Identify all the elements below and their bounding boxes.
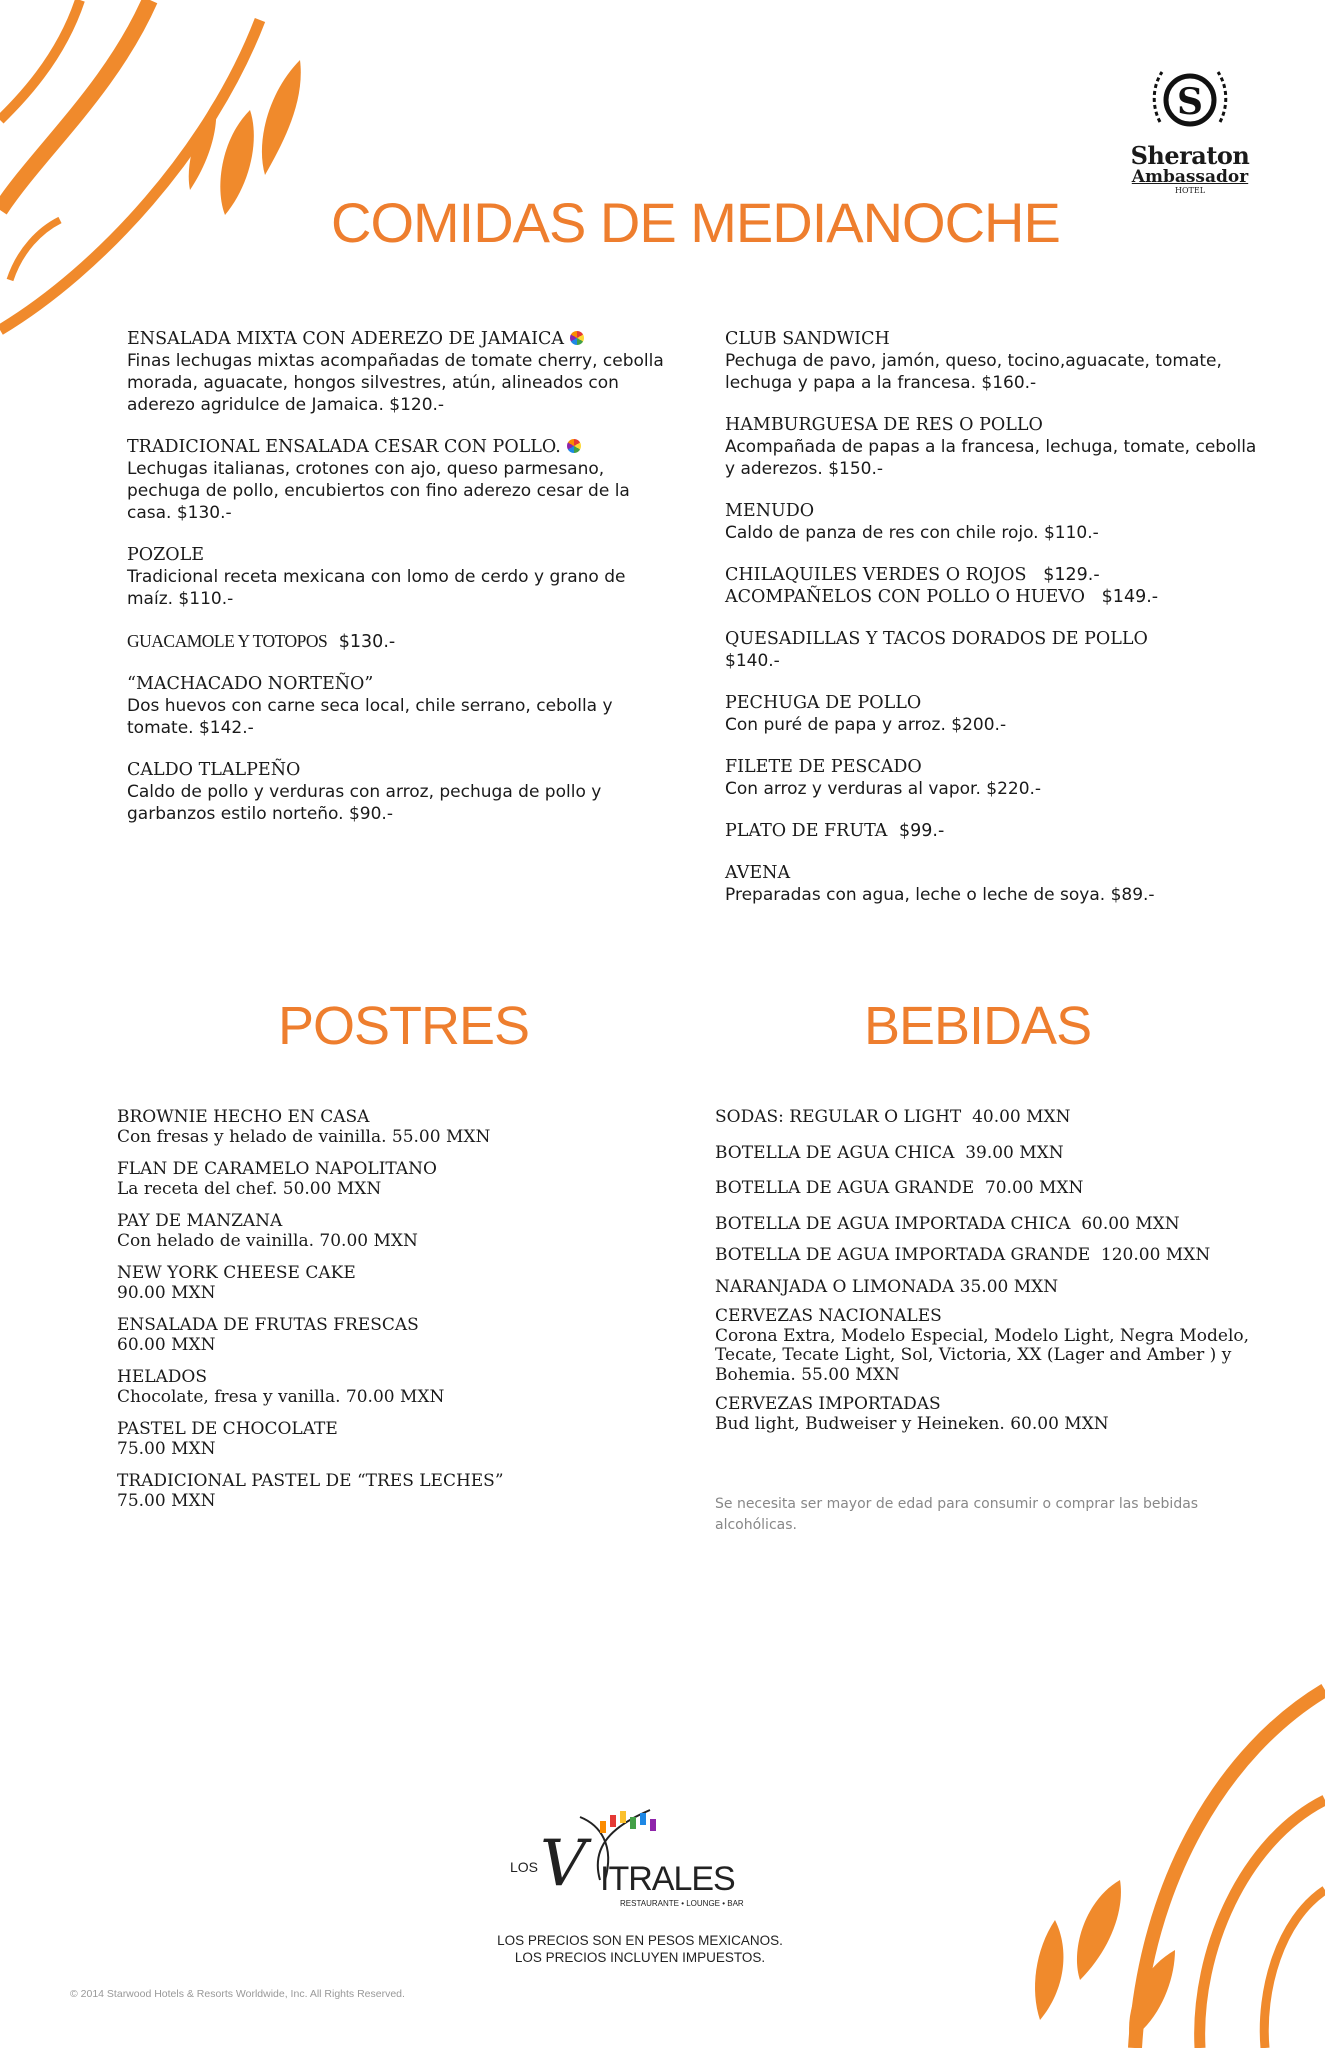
logo-v-glyph: V — [540, 1827, 587, 1901]
menu-item — [725, 820, 1265, 842]
menu-item — [725, 414, 1265, 480]
menu-item — [725, 862, 1265, 906]
item-name: NEW YORK CHEESE CAKE — [117, 1263, 356, 1283]
item-name: CLUB SANDWICH — [725, 329, 890, 349]
item-price: 120.00 MXN — [1100, 1245, 1211, 1265]
item-name: FLAN DE CARAMELO NAPOLITANO — [117, 1159, 437, 1179]
item-price-2: $149.- — [1101, 587, 1159, 607]
sheraton-subname: Ambassador — [1131, 167, 1249, 187]
item-name: TRADICIONAL ENSALADA CESAR CON POLLO. — [127, 437, 561, 457]
dessert-item — [117, 1316, 637, 1355]
item-name-2: ACOMPAÑELOS CON POLLO O HUEVO — [725, 587, 1085, 607]
dessert-item — [117, 1264, 637, 1303]
age-notice: Se necesita ser mayor de edad para consumir o comprar las bebidas alcohólicas. — [715, 1496, 1199, 1533]
menu-item — [127, 328, 672, 416]
item-description: Pechuga de pavo, jamón, queso, tocino,aguacate, tomate, lechuga y papa a la francesa. $160.- — [725, 351, 1222, 393]
item-description: Con fresas y helado de vainilla. 55.00 MXN — [117, 1126, 491, 1147]
item-name: SODAS: REGULAR O LIGHT — [715, 1107, 962, 1127]
item-name: FILETE DE PESCADO — [725, 757, 922, 777]
item-description: Con puré de papa y arroz. $200.- — [725, 715, 1007, 735]
logo-tagline: RESTAURANTE • LOUNGE • BAR — [620, 1899, 744, 1908]
item-description: Caldo de panza de res con chile rojo. $110.- — [725, 523, 1099, 543]
item-price: 39.00 MXN — [965, 1142, 1064, 1163]
dessert-item — [117, 1368, 637, 1407]
item-price: 70.00 MXN — [984, 1178, 1084, 1198]
menu-item — [127, 436, 672, 524]
item-name: HELADOS — [117, 1367, 208, 1387]
item-price: $129.- — [1043, 565, 1100, 585]
item-name: QUESADILLAS Y TACOS DORADOS DE POLLO — [725, 629, 1148, 649]
item-name: TRADICIONAL PASTEL DE “TRES LECHES” — [117, 1471, 504, 1491]
item-price: 40.00 MXN — [972, 1107, 1071, 1127]
item-name: CHILAQUILES VERDES O ROJOS — [725, 565, 1027, 585]
dessert-item — [117, 1420, 637, 1459]
item-description: Caldo de pollo y verduras con arroz, pechuga de pollo y garbanzos estilo norteño. $90.- — [127, 782, 602, 824]
item-description: Bud light, Budweiser y Heineken. 60.00 MXN — [715, 1413, 1109, 1434]
sheraton-laurel-icon — [1150, 62, 1230, 140]
page-title: COMIDAS DE MEDIANOCHE — [331, 191, 1060, 254]
item-name: GUACAMOLE Y TOTOPOS — [127, 631, 328, 651]
item-name: MENUDO — [725, 501, 815, 521]
item-description: Acompañada de papas a la francesa, lechuga, tomate, cebolla y aderezos. $150.- — [725, 437, 1257, 479]
item-description: Tradicional receta mexicana con lomo de cerdo y grano de maíz. $110.- — [127, 567, 626, 609]
los-vitrales-logo — [510, 1805, 750, 1915]
orange-swirl-bottom-right — [1025, 1650, 1325, 2048]
midnight-left-column — [127, 328, 672, 845]
item-name: CALDO TLALPEÑO — [127, 760, 301, 780]
item-description: Preparadas con agua, leche o leche de soya. $89.- — [725, 885, 1155, 905]
item-name: CERVEZAS NACIONALES — [715, 1306, 942, 1326]
bebidas-title: BEBIDAS — [864, 996, 1092, 1056]
item-description: $140.- — [725, 651, 780, 671]
logo-name: ITRALES — [600, 1860, 735, 1898]
item-price: 60.00 MXN — [1081, 1213, 1180, 1234]
item-price: $99.- — [899, 821, 945, 841]
item-price: $130.- — [338, 632, 396, 652]
item-description: Con arroz y verduras al vapor. $220.- — [725, 779, 1042, 799]
item-name: BOTELLA DE AGUA IMPORTADA GRANDE — [715, 1245, 1091, 1265]
drink-item — [715, 1395, 1265, 1434]
color-wheel-icon — [570, 331, 584, 345]
item-description: 60.00 MXN — [117, 1334, 216, 1355]
orange-swirl-top-left — [0, 0, 330, 380]
bebidas-list — [715, 1108, 1265, 1450]
item-name: PECHUGA DE POLLO — [725, 693, 922, 713]
midnight-right-column — [725, 328, 1265, 926]
logo-los: LOS — [510, 1859, 539, 1875]
postres-list — [117, 1108, 637, 1524]
sheraton-name: Sheraton — [1130, 141, 1250, 170]
item-price: 35.00 MXN — [959, 1276, 1059, 1297]
item-name: CERVEZAS IMPORTADAS — [715, 1394, 941, 1414]
item-description: 90.00 MXN — [117, 1282, 216, 1303]
item-name: ENSALADA DE FRUTAS FRESCAS — [117, 1315, 419, 1335]
sheraton-tag: HOTEL — [1174, 186, 1206, 195]
item-description: 75.00 MXN — [117, 1438, 216, 1459]
item-description: Lechugas italianas, crotones con ajo, queso parmesano, pechuga de pollo, encubiertos con fino aderezo cesar de la casa. $130.- — [127, 459, 630, 523]
item-description: 75.00 MXN — [117, 1490, 216, 1511]
item-name: ENSALADA MIXTA CON ADEREZO DE JAMAICA — [127, 329, 565, 349]
item-name: “MACHACADO NORTEÑO” — [127, 674, 374, 694]
dessert-item — [117, 1212, 637, 1251]
drink-item — [715, 1144, 1265, 1164]
item-description: Dos huevos con carne seca local, chile serrano, cebolla y tomate. $142.- — [127, 696, 613, 738]
item-name: BOTELLA DE AGUA CHICA — [715, 1142, 955, 1163]
item-description: Chocolate, fresa y vanilla. 70.00 MXN — [117, 1386, 445, 1407]
drink-item — [715, 1246, 1265, 1266]
item-description: La receta del chef. 50.00 MXN — [117, 1178, 382, 1199]
dessert-item — [117, 1108, 637, 1147]
menu-item — [127, 673, 672, 739]
menu-item — [725, 756, 1265, 800]
item-name: HAMBURGUESA DE RES O POLLO — [725, 415, 1043, 435]
prices-notice — [440, 1932, 840, 1966]
item-name: POZOLE — [127, 545, 205, 565]
prices-notice-line2: LOS PRECIOS INCLUYEN IMPUESTOS. — [514, 1950, 766, 1965]
menu-item — [127, 630, 672, 653]
svg-text:S: S — [1177, 81, 1203, 123]
drink-item — [715, 1179, 1265, 1199]
menu-item — [127, 544, 672, 610]
menu-item — [725, 328, 1265, 394]
prices-notice-line1: LOS PRECIOS SON EN PESOS MEXICANOS. — [497, 1933, 783, 1948]
color-wheel-icon — [567, 439, 581, 453]
item-description: Finas lechugas mixtas acompañadas de tomate cherry, cebolla morada, aguacate, hongos silvestres, atún, alineados con aderezo agridulce de Jamaica. $120.- — [127, 351, 664, 415]
menu-item — [127, 759, 672, 825]
dessert-item — [117, 1160, 637, 1199]
item-name: BROWNIE HECHO EN CASA — [117, 1107, 370, 1127]
menu-item — [725, 564, 1265, 608]
drink-item — [715, 1278, 1265, 1298]
item-name: PLATO DE FRUTA — [725, 821, 888, 841]
postres-title: POSTRES — [278, 996, 530, 1056]
menu-item — [725, 628, 1265, 672]
item-name: AVENA — [725, 863, 791, 883]
drink-item — [715, 1215, 1265, 1235]
dessert-item — [117, 1472, 637, 1511]
item-name: BOTELLA DE AGUA GRANDE — [715, 1178, 975, 1198]
copyright: © 2014 Starwood Hotels & Resorts Worldwide, Inc. All Rights Reserved. — [70, 1988, 405, 2000]
item-name: NARANJADA O LIMONADA — [715, 1276, 955, 1297]
item-description: Con helado de vainilla. 70.00 MXN — [117, 1230, 418, 1251]
item-name: BOTELLA DE AGUA IMPORTADA CHICA — [715, 1213, 1071, 1234]
item-name: PASTEL DE CHOCOLATE — [117, 1419, 338, 1439]
item-description: Corona Extra, Modelo Especial, Modelo Light, Negra Modelo, Tecate, Tecate Light, Sol, Victoria, XX (Lager and Amber ) y Bohemia. 55.00 MXN — [715, 1325, 1250, 1385]
drink-item — [715, 1108, 1265, 1128]
drink-item — [715, 1307, 1265, 1385]
sheraton-logo — [1120, 62, 1260, 196]
menu-item — [725, 692, 1265, 736]
menu-item — [725, 500, 1265, 544]
item-name: PAY DE MANZANA — [117, 1211, 283, 1231]
